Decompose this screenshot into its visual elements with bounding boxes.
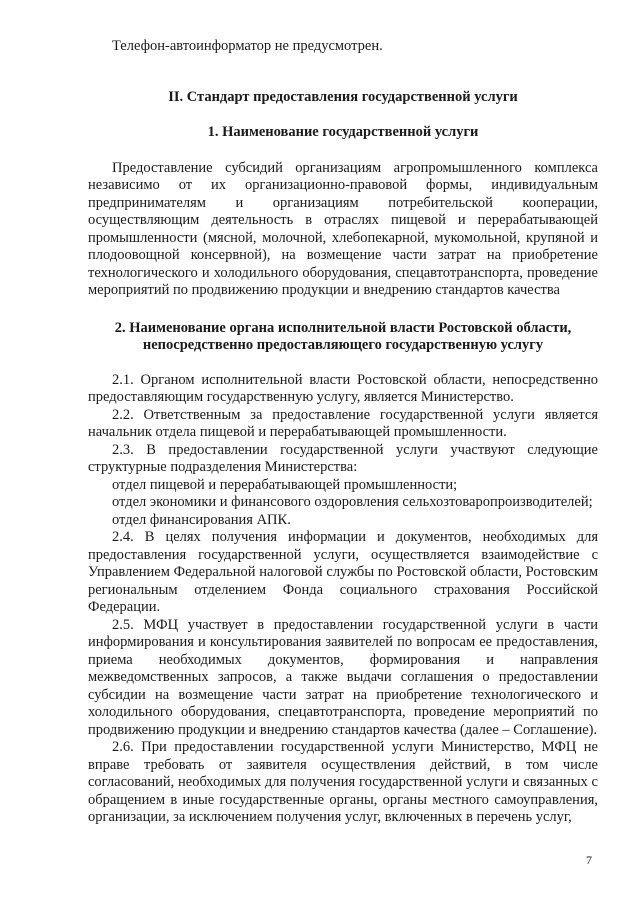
section-title: II. Стандарт предоставления государственной услуги — [168, 88, 518, 105]
paragraph-2-3: 2.3. В предоставлении государственной услуги участвуют следующие структурные подразделения Министерства: — [88, 441, 598, 475]
subsection-title-2: 2. Наименование органа исполнительной власти Ростовской области, непосредственно предоставляющего государственную услугу — [114, 319, 572, 353]
paragraph-2-6: 2.6. При предоставлении государственной услуги Министерство, МФЦ не вправе требовать от заявителя осуществления действий, в том числе согласований, необходимых для получения государственной услуги и связанных с обращением в иные государственные органы, органы местного самоуправления, организации, за исключением получения услуг, включенных в перечень услуг, — [88, 739, 598, 825]
document-page — [88, 38, 598, 827]
paragraph-2-2: 2.2. Ответственным за предоставление государственной услуги является начальник отдела пищевой и перерабатывающей промышленности. — [88, 406, 598, 440]
paragraph-2-1: 2.1. Органом исполнительной власти Ростовской области, непосредственно предоставляющим государственную услугу, является Министерство. — [88, 371, 598, 405]
answering-machine-note: Телефон-автоинформатор не предусмотрен. — [112, 38, 383, 54]
subsection-title-1: 1. Наименование государственной услуги — [207, 124, 479, 140]
paragraph-2-4: 2.4. В целях получения информации и документов, необходимых для предоставления государственной услуги, осуществляется взаимодействие с Управлением Федеральной налоговой службы по Ростовской области, Ростовским региональным отделением Фонда социального страхования Российской Федерации. — [88, 529, 598, 615]
list-item-finance-dept: отдел финансирования АПК. — [112, 511, 291, 528]
list-item-food-industry-dept: отдел пищевой и перерабатывающей промышленности; — [112, 476, 458, 493]
page-number: 7 — [586, 853, 592, 867]
paragraph-2-5: 2.5. МФЦ участвует в предоставлении государственной услуги в части информирования и консультирования заявителей по вопросам ее предоставления, приема необходимых документов, формирования и направления межведомственных запросов, а также выдачи соглашения о предоставлении субсидии на возмещение части затрат на приобретение технологического и холодильного оборудования, спецавтотранспорта, проведение мероприятий по продвижению продукции и внедрению стандартов качества (далее – Соглашение). — [88, 616, 598, 738]
list-item-economics-dept: отдел экономики и финансового оздоровления сельхозтоваропроизводителей; — [112, 494, 593, 510]
service-name-paragraph: Предоставление субсидий организациям агропромышленного комплекса независимо от их организационно-правовой формы, индивидуальным предпринимателям и организациям потребительской кооперации, осуществляющим деятельность в отраслях пищевой и перерабатывающей промышленности (мясной, молочной, хлебопекарной, мукомольной, крупяной и плодоовощной консервной), на возмещение части затрат на приобретение технологического и холодильного оборудования, спецавтотранспорта, проведение мероприятий по продвижению продукции и внедрению стандартов качества — [88, 159, 598, 298]
